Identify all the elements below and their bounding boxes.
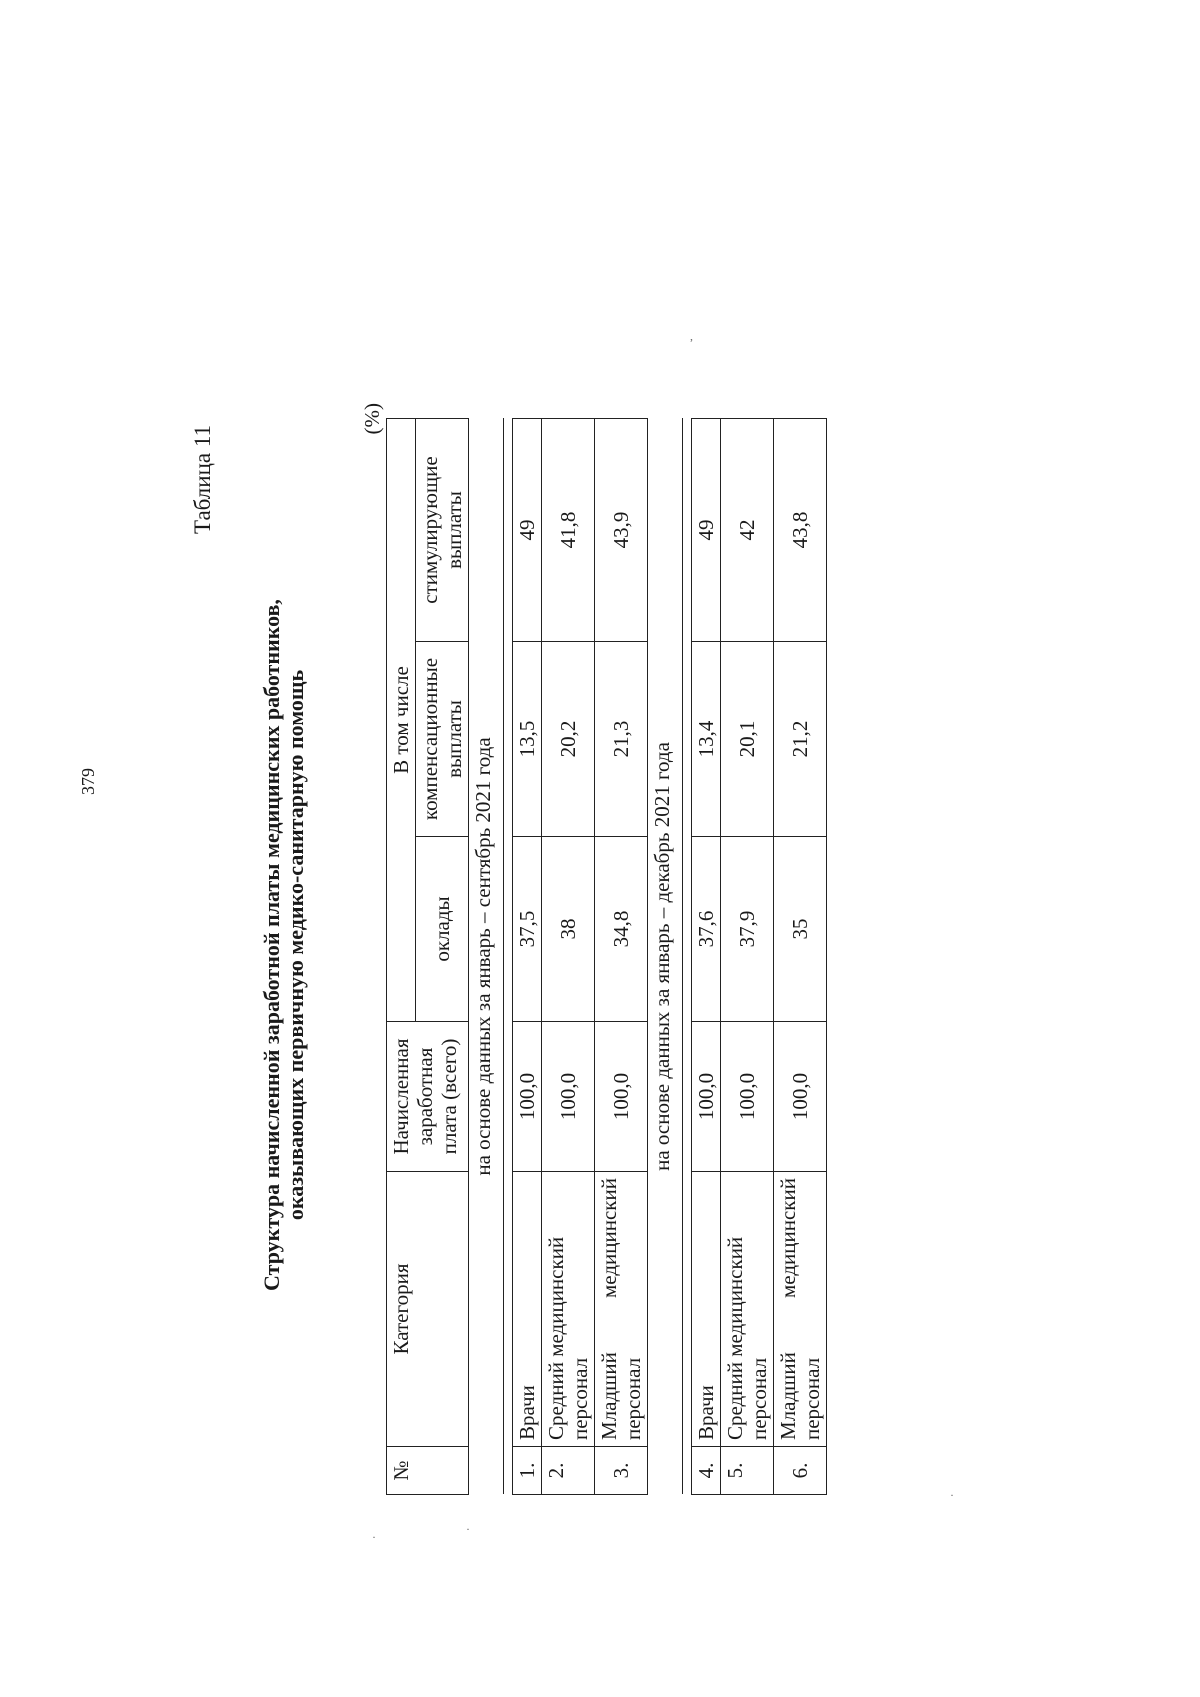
row-category-line — [597, 1178, 621, 1440]
salary-structure-table — [386, 418, 827, 1495]
table-row — [595, 418, 648, 1494]
row-compensation: 21,3 — [595, 642, 648, 837]
table-row — [692, 418, 721, 1494]
row-stimulating: 49 — [513, 418, 542, 641]
row-category-word: Младший — [776, 1352, 800, 1440]
row-category: Средний медицинский персонал — [542, 1172, 595, 1447]
row-category — [774, 1172, 827, 1447]
row-total: 100,0 — [774, 1022, 827, 1172]
row-num: 6. — [774, 1447, 827, 1495]
row-num: 3. — [595, 1447, 648, 1495]
scan-speck: · — [372, 1530, 376, 1544]
row-stimulating: 42 — [721, 418, 774, 641]
row-salary: 35 — [774, 837, 827, 1022]
row-stimulating: 49 — [692, 418, 721, 641]
row-total: 100,0 — [542, 1022, 595, 1172]
table-row — [721, 418, 774, 1494]
row-salary: 34,8 — [595, 837, 648, 1022]
row-category-word: персонал — [621, 1357, 645, 1440]
group-caption-row — [469, 418, 504, 1494]
scan-speck: · — [466, 1522, 470, 1536]
separator-row — [683, 418, 692, 1494]
row-category: Врачи — [692, 1172, 721, 1447]
row-compensation: 20,2 — [542, 642, 595, 837]
header-stimulating: стимулирующие выплаты — [416, 418, 469, 641]
row-total: 100,0 — [595, 1022, 648, 1172]
header-compensation: компенсационные выплаты — [416, 642, 469, 837]
row-compensation: 13,4 — [692, 642, 721, 837]
scan-speck: · — [950, 1488, 954, 1502]
table-row — [774, 418, 827, 1494]
row-num: 1. — [513, 1447, 542, 1495]
header-category: Категория — [387, 1172, 469, 1447]
header-row — [387, 418, 416, 1494]
row-total: 100,0 — [721, 1022, 774, 1172]
unit-label: (%) — [360, 403, 384, 435]
header-including: В том числе — [387, 418, 416, 1021]
row-category-word: персонал — [800, 1357, 824, 1440]
row-num: 2. — [542, 1447, 595, 1495]
row-total: 100,0 — [692, 1022, 721, 1172]
rotated-page-content — [190, 395, 827, 1495]
group-caption: на основе данных за январь – сентябрь 2021 года — [469, 418, 504, 1494]
header-total: Начисленная заработная плата (всего) — [387, 1022, 469, 1172]
row-category-word: медицинский — [597, 1178, 621, 1298]
separator-row — [504, 418, 513, 1494]
page-number: 379 — [78, 768, 98, 795]
title-line-1: Структура начисленной заработной платы медицинских работников, — [259, 599, 284, 1291]
group-caption-row — [648, 418, 683, 1494]
header-num: № — [387, 1447, 469, 1495]
row-category — [595, 1172, 648, 1447]
row-salary: 37,5 — [513, 837, 542, 1022]
table-row — [513, 418, 542, 1494]
table-row — [542, 418, 595, 1494]
row-stimulating: 43,9 — [595, 418, 648, 641]
row-salary: 37,6 — [692, 837, 721, 1022]
row-salary: 38 — [542, 837, 595, 1022]
row-compensation: 21,2 — [774, 642, 827, 837]
table-title — [260, 395, 360, 1495]
row-compensation: 20,1 — [721, 642, 774, 837]
title-line-2: оказывающих первичную медико-санитарную помощь — [283, 669, 308, 1221]
row-category-word: медицинский — [776, 1178, 800, 1298]
group-caption: на основе данных за январь – декабрь 2021 года — [648, 418, 683, 1494]
row-category-line — [776, 1178, 800, 1440]
row-stimulating: 43,8 — [774, 418, 827, 641]
row-num: 4. — [692, 1447, 721, 1495]
row-total: 100,0 — [513, 1022, 542, 1172]
row-salary: 37,9 — [721, 837, 774, 1022]
header-salary: оклады — [416, 837, 469, 1022]
row-stimulating: 41,8 — [542, 418, 595, 641]
row-num: 5. — [721, 1447, 774, 1495]
table-label: Таблица 11 — [190, 425, 215, 535]
row-category: Средний медицинский персонал — [721, 1172, 774, 1447]
row-category-word: Младший — [597, 1352, 621, 1440]
row-compensation: 13,5 — [513, 642, 542, 837]
row-category: Врачи — [513, 1172, 542, 1447]
scan-speck: , — [690, 329, 693, 343]
